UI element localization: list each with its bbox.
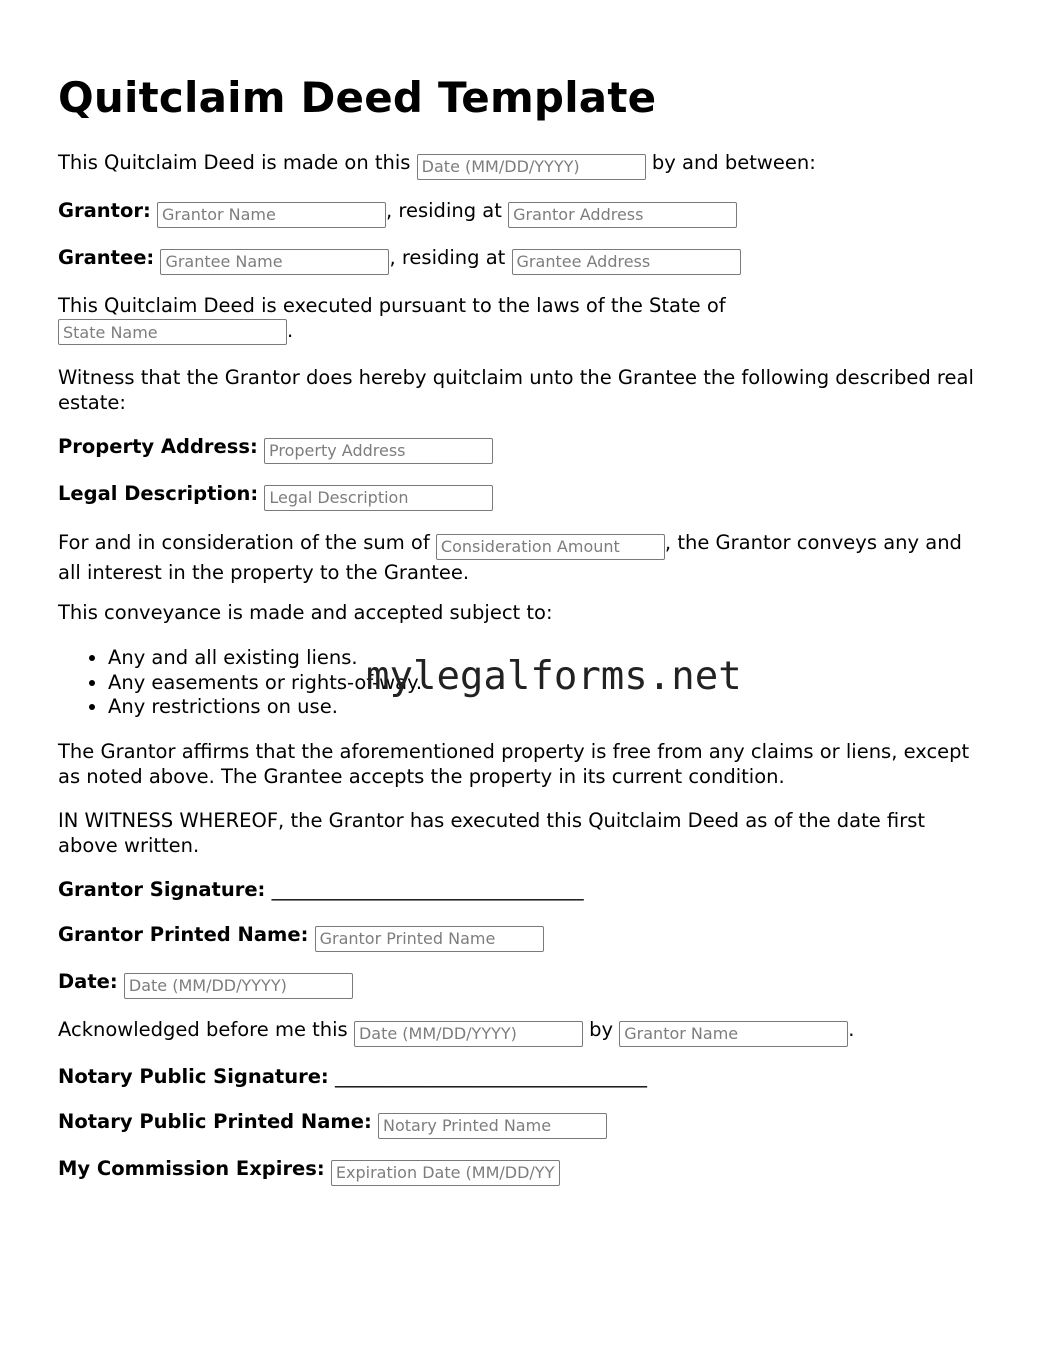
grantor-line [58, 199, 737, 228]
grantee-line [58, 246, 741, 275]
grantor-printed-line [58, 923, 544, 952]
state-name-input[interactable] [58, 319, 287, 345]
intro-line [58, 151, 816, 180]
notary-signature-line [58, 1065, 647, 1089]
grantor-label: Grantor: [58, 199, 151, 222]
page-title: Quitclaim Deed Template [58, 73, 657, 122]
watermark-text: mylegalforms.net [366, 654, 742, 699]
state-text: This Quitclaim Deed is executed pursuant to the laws of the State of [58, 294, 726, 317]
acknowledgment-prefix: Acknowledged before me this [58, 1018, 348, 1041]
grantor-residing-text: , residing at [386, 199, 502, 222]
acknowledgment-by: by [589, 1018, 614, 1041]
deed-date-input[interactable] [417, 154, 646, 180]
grantee-address-input[interactable] [512, 249, 741, 275]
legal-description-label: Legal Description: [58, 482, 259, 505]
intro-suffix: by and between: [651, 151, 816, 174]
conditions-list [58, 646, 422, 720]
grantor-name-input[interactable] [157, 202, 386, 228]
signature-date-label: Date: [58, 970, 118, 993]
notary-printed-name-input[interactable] [378, 1113, 607, 1139]
list-item: • Any restrictions on use. [108, 695, 422, 720]
list-item: • Any and all existing liens. [108, 646, 422, 671]
grantee-name-input[interactable] [160, 249, 389, 275]
subject-paragraph: This conveyance is made and accepted subject to: [58, 601, 553, 624]
acknowledgment-name-input[interactable] [619, 1021, 848, 1047]
consideration-amount-input[interactable] [436, 534, 665, 560]
grantor-printed-name-input[interactable] [315, 926, 544, 952]
in-witness-paragraph: IN WITNESS WHEREOF, the Grantor has executed this Quitclaim Deed as of the date first above written. [58, 809, 926, 857]
property-address-line [58, 435, 493, 464]
property-address-label: Property Address: [58, 435, 258, 458]
notary-signature-label: Notary Public Signature: [58, 1065, 329, 1088]
signature-date-line [58, 970, 353, 999]
grantor-address-input[interactable] [508, 202, 737, 228]
grantor-signature-label: Grantor Signature: [58, 878, 266, 901]
affirm-paragraph: The Grantor affirms that the aforementioned property is free from any claims or liens, except as noted above. The Grantee accepts the property in its current condition. [58, 740, 970, 788]
legal-description-line [58, 482, 493, 511]
acknowledgment-end: . [848, 1018, 855, 1041]
grantor-signature-line [58, 878, 584, 902]
grantee-label: Grantee: [58, 246, 155, 269]
consideration-prefix: For and in consideration of the sum of [58, 531, 430, 554]
state-end: . [287, 318, 294, 342]
acknowledgment-date-input[interactable] [354, 1021, 583, 1047]
commission-expires-line [58, 1157, 560, 1186]
notary-printed-label: Notary Public Printed Name: [58, 1110, 372, 1133]
acknowledgment-line [58, 1018, 854, 1047]
consideration-paragraph [58, 530, 983, 586]
commission-expires-input[interactable] [331, 1160, 560, 1186]
state-paragraph [58, 294, 983, 345]
notary-printed-line [58, 1110, 607, 1139]
notary-signature-blank[interactable]: ________________________________ [334, 1065, 647, 1088]
witness-paragraph: Witness that the Grantor does hereby quitclaim unto the Grantee the following described real estate: [58, 366, 974, 414]
property-address-input[interactable] [264, 438, 493, 464]
signature-date-input[interactable] [124, 973, 353, 999]
grantee-residing-text: , residing at [389, 246, 506, 269]
consideration-suffix: , the Grantor conveys any and all interest in the property to the Grantee. [58, 531, 962, 584]
grantor-signature-blank[interactable]: ________________________________ [271, 878, 584, 901]
commission-expires-label: My Commission Expires: [58, 1157, 325, 1180]
intro-prefix: This Quitclaim Deed is made on this [58, 151, 411, 174]
list-item: • Any easements or rights-of-way. [108, 671, 422, 696]
legal-description-input[interactable] [264, 485, 493, 511]
grantor-printed-label: Grantor Printed Name: [58, 923, 309, 946]
